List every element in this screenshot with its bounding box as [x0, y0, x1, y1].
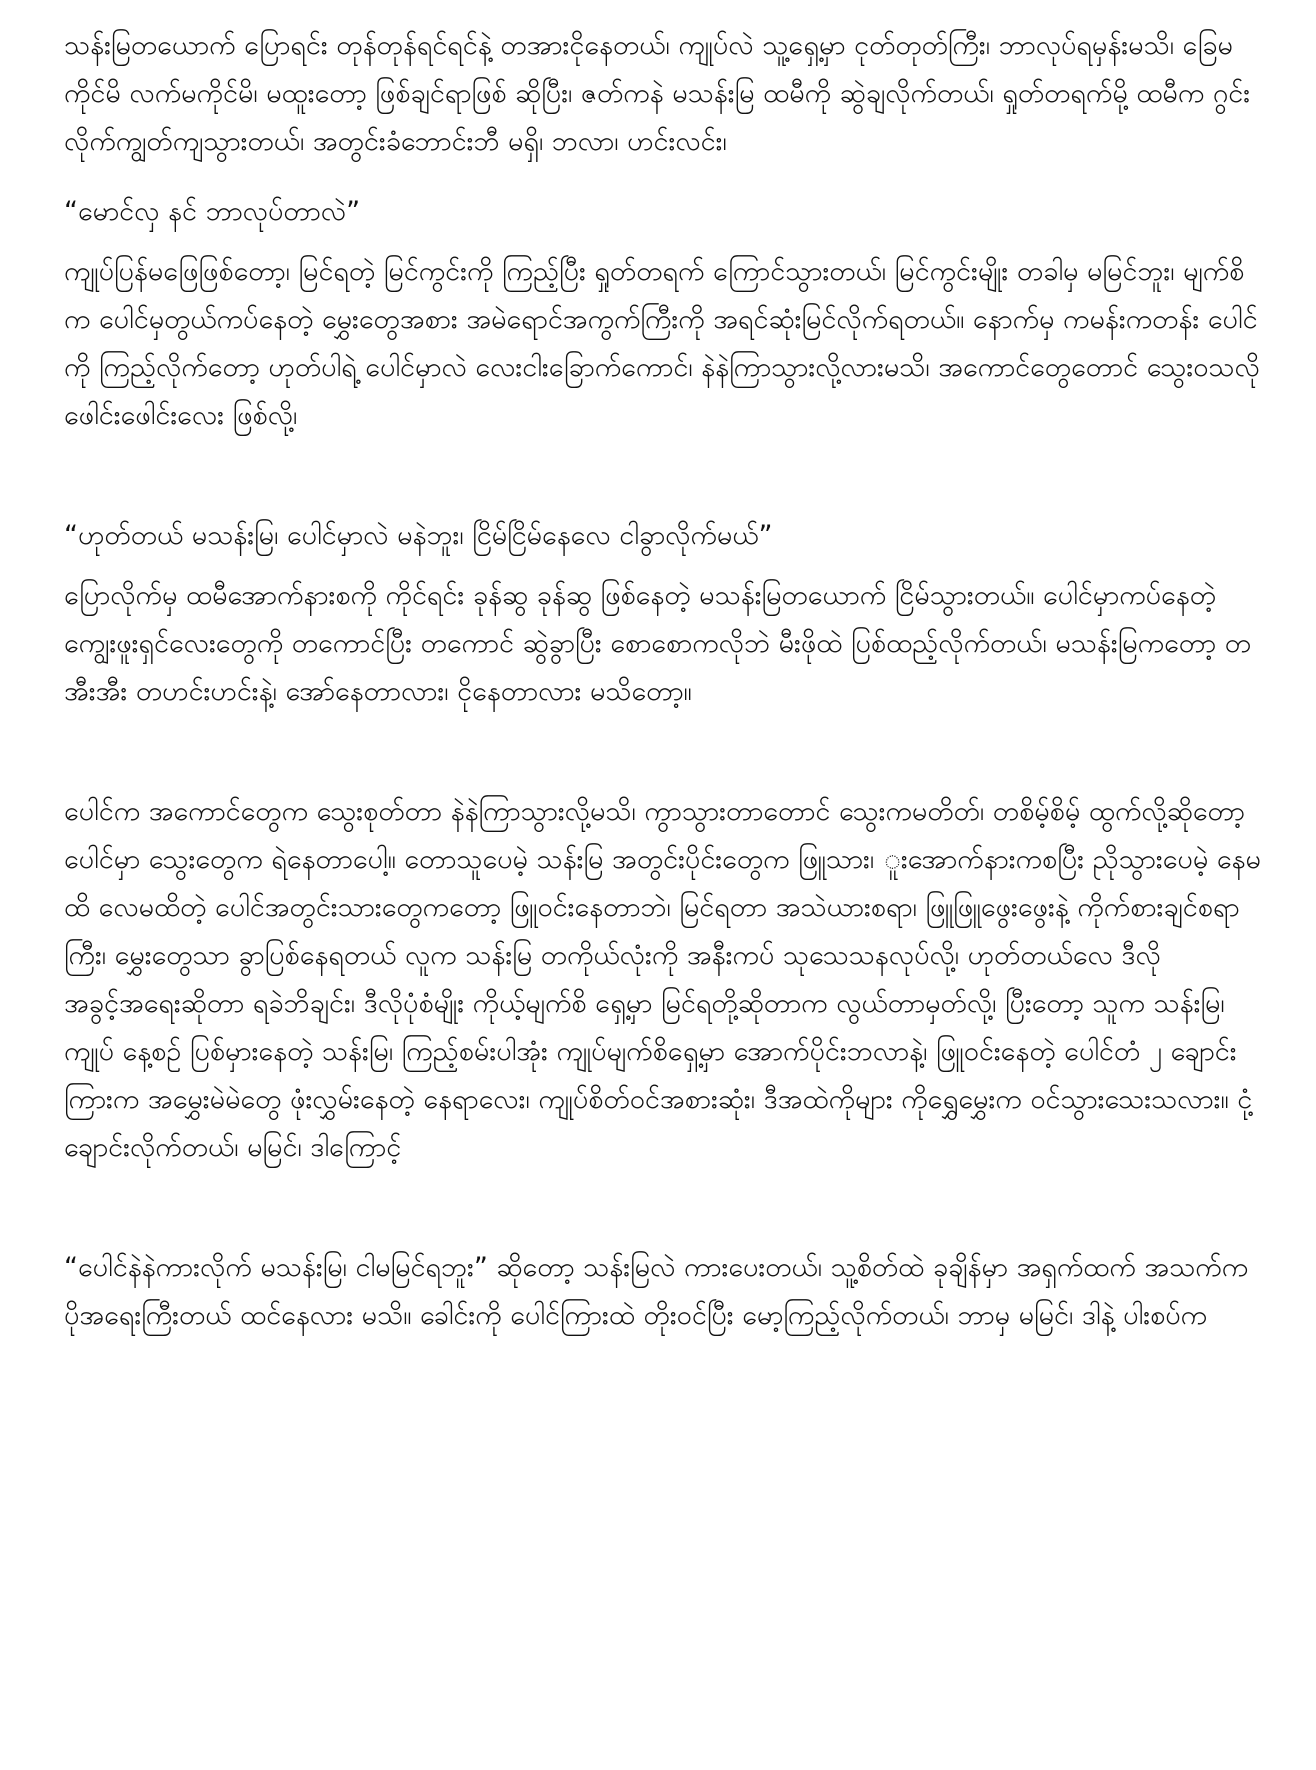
paragraph-5: “ပေါင်နဲနဲကားလိုက် မသန်းမြ၊ ငါမမြင်ရဘူး” ဆိုတော့ သန်းမြလဲ ကားပေးတယ်၊ သူ့စိတ်ထဲ ခုချိန်မှာ အရှက်ထက် အသက်က ပိုအရေးကြီးတယ် ထင်နေလား မသိ။ ခေါင်းကို ပေါင်ကြားထဲ တိုးဝင်ပြီး မော့ကြည့်လိုက်တယ်၊ ဘာမှ မမြင်၊ ဒါနဲ့ ပါးစပ်က [64, 1252, 1249, 1331]
dialogue-line-2: “ဟုတ်တယ် မသန်းမြ၊ ပေါင်မှာလဲ မနဲဘူး၊ ငြိမ်ငြိမ်နေလေ ငါခွာလိုက်မယ်” [64, 520, 773, 551]
paragraph-3: ပြောလိုက်မှ ထမီအောက်နားစကို ကိုင်ရင်း ခုန်ဆွ ခုန်ဆွ ဖြစ်နေတဲ့ မသန်းမြတယောက် ငြိမ်သွားတယ်။ ပေါင်မှာကပ်နေတဲ့ ကျွေးဖူးရှင်လေးတွေကို တကောင်ပြီး တကောင် ဆွဲခွာပြီး စောစောကလိုဘဲ မီးဖိုထဲ ပြစ်ထည့်လိုက်တယ်၊ မသန်းမြကတော့ တအီးအီး တဟင်းဟင်းနဲ့၊ အော်နေတာလား၊ ငိုနေတာလား မသိတော့။ [64, 580, 1252, 707]
dialogue-line-1: “မောင်လှ နင် ဘာလုပ်တာလဲ” [64, 196, 361, 227]
section-gap-2 [64, 738, 1264, 788]
paragraph-4: ပေါင်က အကောင်တွေက သွေးစုတ်တာ နဲနဲကြာသွားလို့မသိ၊ ကွာသွားတာတောင် သွေးကမတိတ်၊ တစိမ့်စိမ့် ထွက်လို့ဆိုတော့ ပေါင်မှာ သွေးတွေက ရဲနေတာပေါ့။ တောသူပေမဲ့ သန်းမြ အတွင်းပိုင်းတွေက ဖြူသား၊ ူးအောက်နားကစပြီး ညိုသွားပေမဲ့ နေမထိ လေမထိတဲ့ ပေါင်အတွင်းသားတွေကတော့ ဖြူဝင်းနေတာဘဲ၊ မြင်ရတာ အသဲယားစရာ၊ ဖြူဖြူဖွေးဖွေးနဲ့ ကိုက်စားချင်စရာကြီး၊ မွှေးတွေသာ ခွာပြစ်နေရတယ် လူက သန်းမြ တကိုယ်လုံးကို အနီးကပ် သုသေသနလုပ်လို့၊ ဟုတ်တယ်လေ ဒီလိုအခွင့်အရေးဆိုတာ ရခဲဘိချင်း၊ ဒီလိုပုံစံမျိုး ကိုယ့်မျက်စိ ရှေ့မှာ မြင်ရတို့ဆိုတာက လွယ်တာမှတ်လို့၊ ပြီးတော့ သူက သန်းမြ၊ ကျုပ် နေ့စဉ် ပြစ်မှားနေတဲ့ သန်းမြ၊ ကြည့်စမ်းပါအုံး ကျုပ်မျက်စိရှေ့မှာ အောက်ပိုင်းဘလာနဲ့၊ ဖြူဝင်းနေတဲ့ ပေါင်တံ ၂ ချောင်းကြားက အမွှေးမဲမဲတွေ ဖုံးလွှမ်းနေတဲ့ နေရာလေး၊ ကျုပ်စိတ်ဝင်အစားဆုံး၊ ဒီအထဲကိုများ ကိုရွှေမွှေးက ဝင်သွားသေးသလား။ ငုံ့ချောင်းလိုက်တယ်၊ မမြင်၊ ဒါကြောင့် [64, 796, 1261, 1163]
paragraph-2: ကျုပ်ပြန်မဖြေဖြစ်တော့၊ မြင်ရတဲ့ မြင်ကွင်းကို ကြည့်ပြီး ရှုတ်တရက် ကြောင်သွားတယ်၊ မြင်ကွင်းမျိုး တခါမှ မမြင်ဘူး၊ မျက်စိက ပေါင်မှတွယ်ကပ်နေတဲ့ မွှေးတွေအစား အမဲရောင်အကွက်ကြီးကို အရင်ဆုံးမြင်လိုက်ရတယ်။ နောက်မှ ကမန်းကတန်း ပေါင်ကို ကြည့်လိုက်တော့ ဟုတ်ပါရဲ့ ပေါင်မှာလဲ လေးငါးခြောက်ကောင်၊ နဲနဲကြာသွားလို့လားမသိ၊ အကောင်တွေတောင် သွေးဝသလို ဖေါင်းဖေါင်းလေး ဖြစ်လို့၊ [64, 256, 1260, 431]
paragraph-1: သန်းမြတယောက် ပြောရင်း တုန်တုန်ရင်ရင်နဲ့ တအားငိုနေတယ်၊ ကျုပ်လဲ သူ့ရှေ့မှာ ငုတ်တုတ်ကြီး၊ ဘာလုပ်ရမှန်းမသိ၊ ခြေမကိုင်မိ လက်မကိုင်မိ၊ မထူးတော့ ဖြစ်ချင်ရာဖြစ် ဆိုပြီး၊ ဇတ်ကနဲ မသန်းမြ ထမီကို ဆွဲချလိုက်တယ်၊ ရှုတ်တရက်မို့ ထမီက ဂွင်းလိုက်ကျွတ်ကျသွားတယ်၊ အတွင်းခံဘောင်းဘီ မရှိ၊ ဘလာ၊ ဟင်းလင်း၊ [64, 30, 1251, 157]
section-gap-3 [64, 1194, 1264, 1244]
document-page [64, 22, 1264, 1362]
section-gap-1 [64, 462, 1264, 512]
